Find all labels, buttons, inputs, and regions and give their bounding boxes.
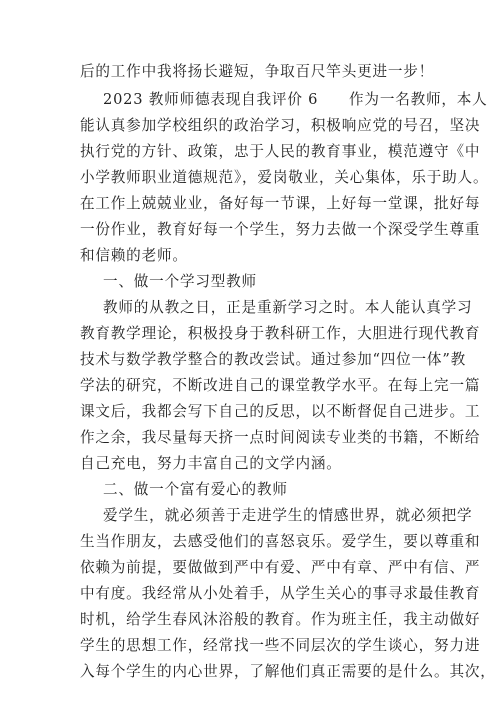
text-line: 中有度。我经常从小处着手，从学生关心的事寻求最佳教育 <box>80 585 481 602</box>
text-line: 小学教师职业道德规范》，爱岗敬业，关心集体，乐于助人。 <box>80 169 489 186</box>
text-line: 一份作业，教育好每一个学生，努力去做一个深受学生尊重 <box>80 221 481 238</box>
text-line: 入每个学生的内心世界，了解他们真正需要的是什么。其次， <box>80 663 496 680</box>
text-line: 学法的研究，不断改进自己的课堂教学水平。在每上完一篇 <box>80 377 481 394</box>
text-line: 自己充电，努力丰富自己的文学内涵。 <box>80 455 342 472</box>
text-line: 技术与数学教学整合的教改尝试。通过参加“四位一体”教 <box>80 351 466 368</box>
text-line: 时机，给学生春风沐浴般的教育。作为班主任，我主动做好 <box>80 611 481 628</box>
text-line: 学生的思想工作，经常找一些不同层次的学生谈心，努力进 <box>80 637 481 654</box>
text-line: 教师的从教之日，正是重新学习之时。本人能认真学习 <box>103 299 473 316</box>
section-heading: 二、做一个富有爱心的教师 <box>103 481 288 498</box>
text-line: 教育教学理论，积极投身于教科研工作，大胆进行现代教育 <box>80 325 481 342</box>
text-line: 执行党的方针、政策，忠于人民的教育事业，模范遵守《中 <box>80 143 481 160</box>
text-line: 在工作上兢兢业业，备好每一节课，上好每一堂课，批好每 <box>80 195 481 212</box>
text-line: 作之余，我尽量每天挤一点时间阅读专业类的书籍，不断给 <box>80 429 481 446</box>
text-line: 依赖为前提，要做做到严中有爱、严中有章、严中有信、严 <box>80 559 481 576</box>
section-heading: 一、做一个学习型教师 <box>103 273 257 290</box>
text-line: 2023 教师师德表现自我评价 6 作为一名教师，本人 <box>103 91 488 108</box>
text-line: 能认真参加学校组织的政治学习，积极响应党的号召，坚决 <box>80 117 481 134</box>
text-line: 爱学生，就必须善于走进学生的情感世界，就必须把学 <box>103 507 473 524</box>
text-line: 后的工作中我将扬长避短，争取百尺竿头更进一步！ <box>80 63 435 80</box>
text-line: 课文后，我都会写下自己的反思，以不断督促自己进步。工 <box>80 403 481 420</box>
text-line: 生当作朋友，去感受他们的喜怒哀乐。爱学生，要以尊重和 <box>80 533 481 550</box>
text-line: 和信赖的老师。 <box>80 247 188 264</box>
